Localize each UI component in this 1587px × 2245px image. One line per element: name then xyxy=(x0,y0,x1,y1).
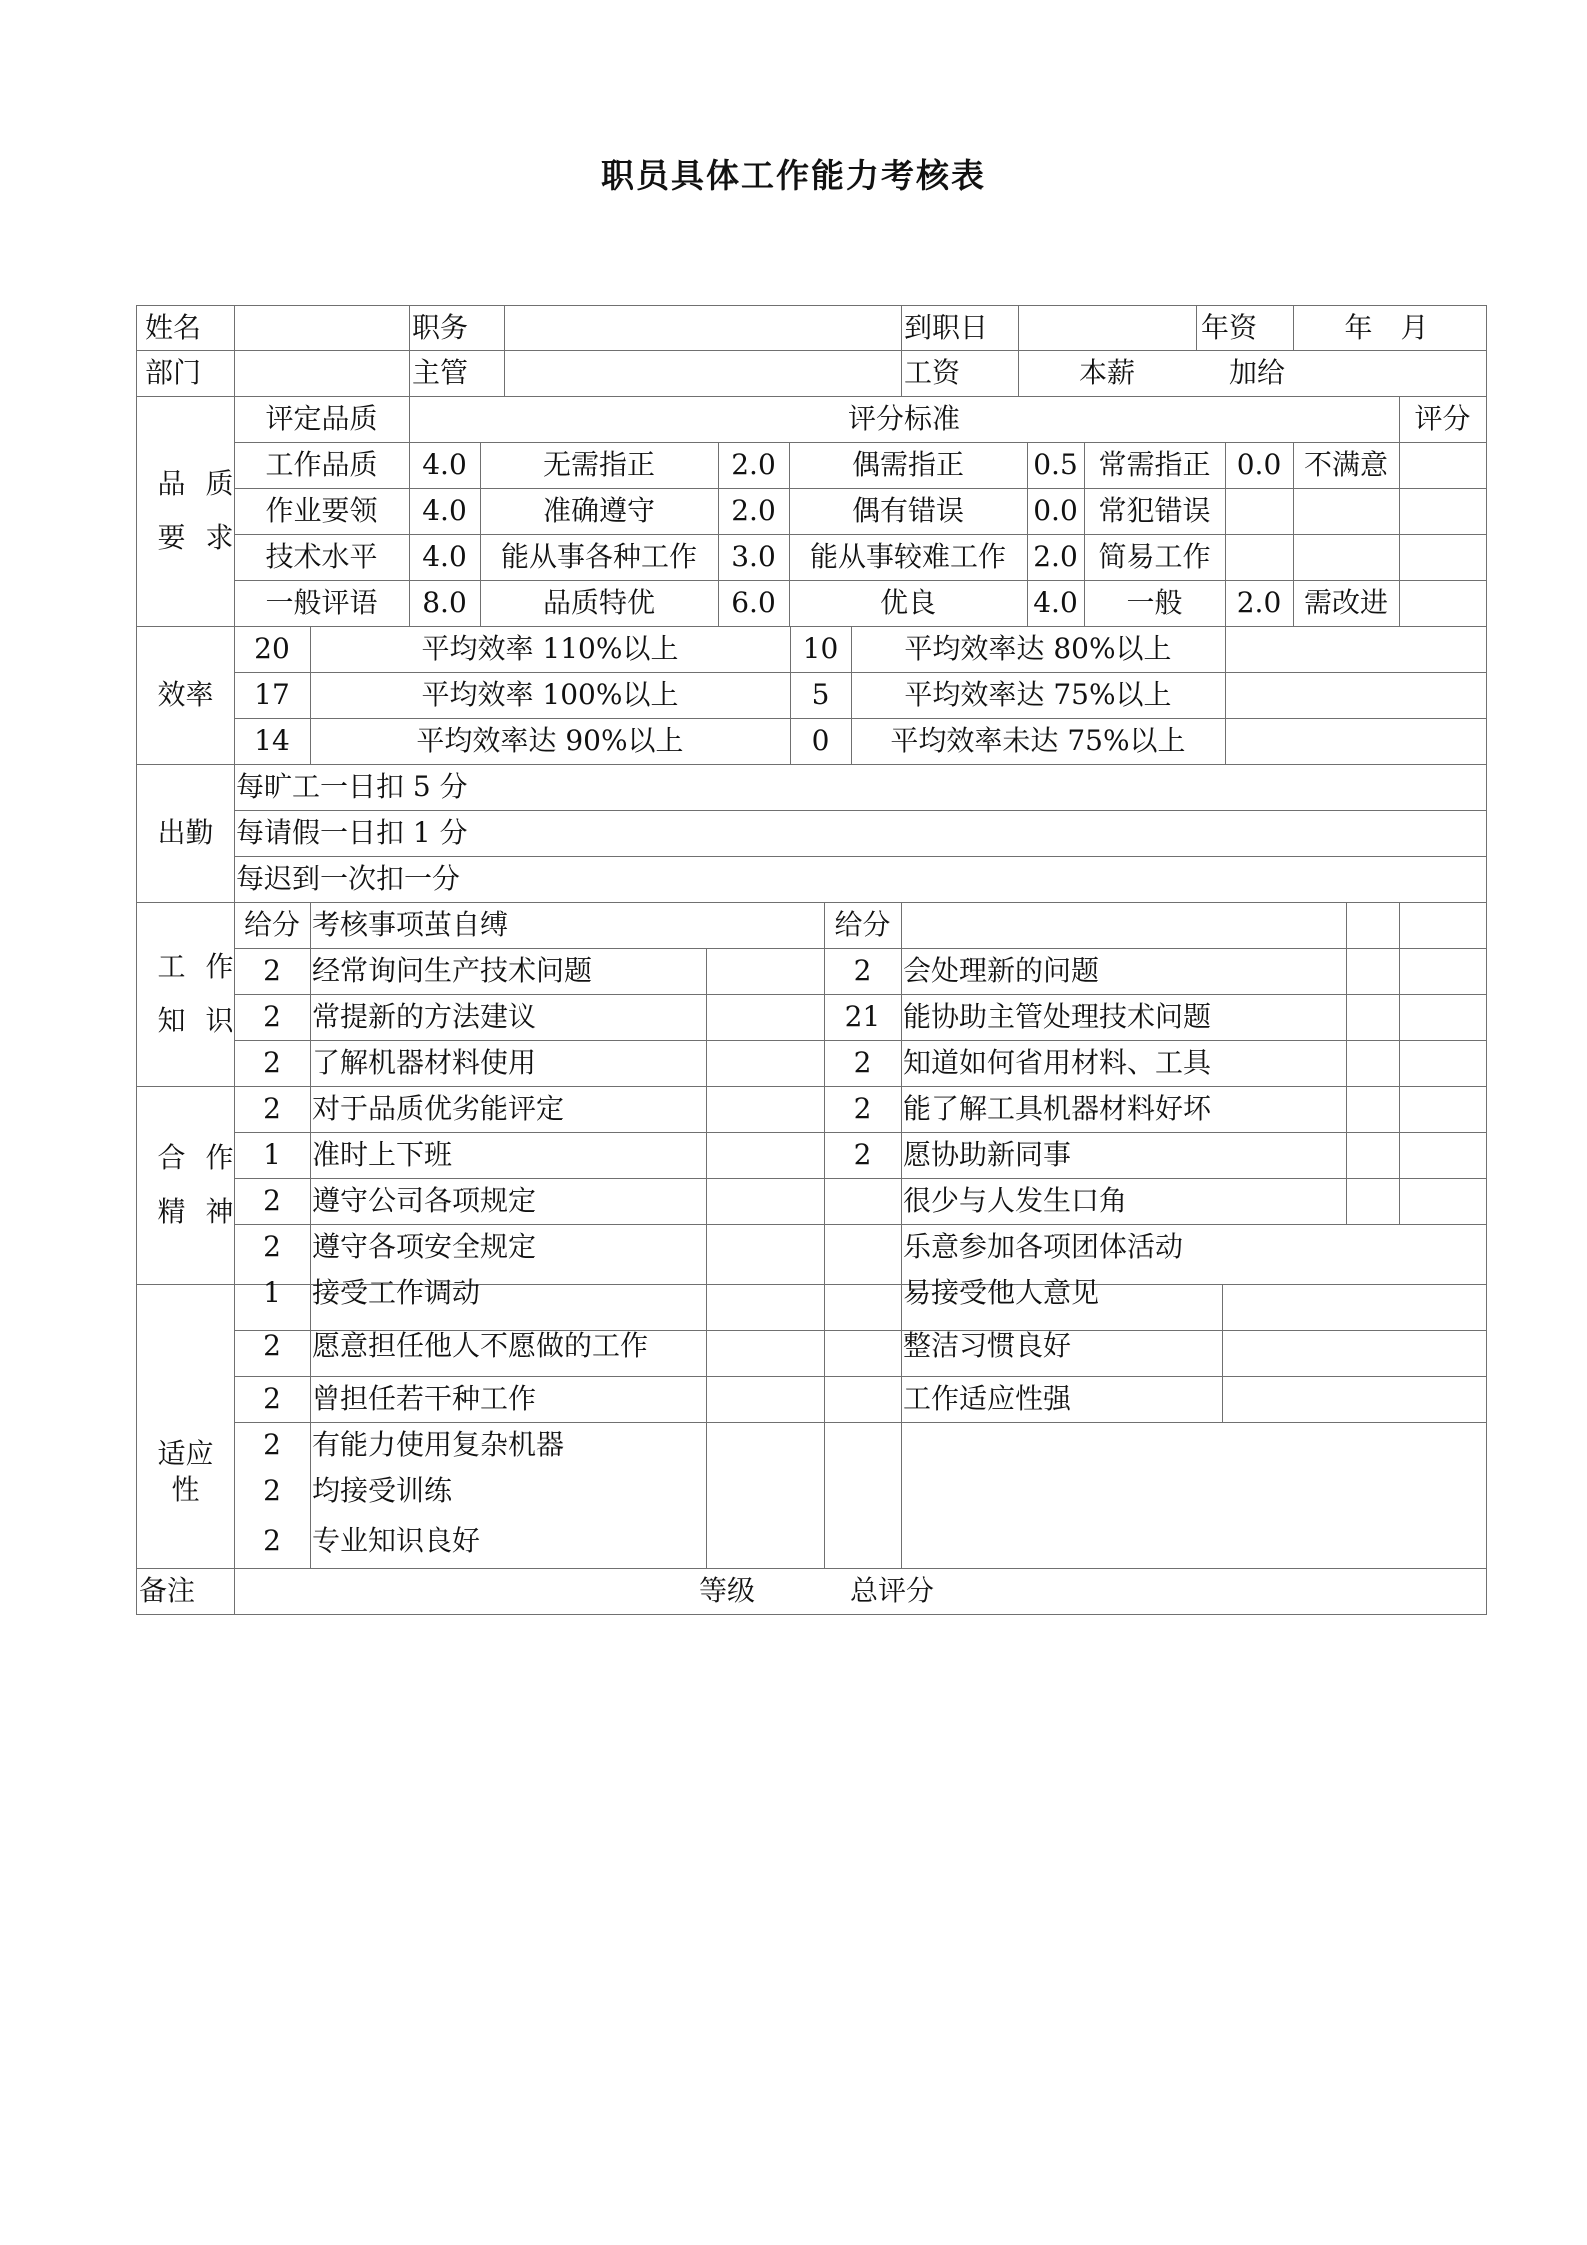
quality-head-item: 评定品质 xyxy=(265,402,378,435)
teamwork-item: 接受工作调动 xyxy=(312,1276,481,1309)
knowledge-item: 能了解工具机器材料好坏 xyxy=(903,1092,1212,1125)
name-label: 姓名 xyxy=(145,311,202,344)
knowledge-head-points: 给分 xyxy=(243,908,300,941)
grade-label: 等级 xyxy=(698,1574,755,1607)
column-divider xyxy=(1399,902,1400,1224)
teamwork-points: 2 xyxy=(263,1230,281,1263)
quality-item: 技术水平 xyxy=(265,540,378,573)
knowledge-item: 对于品质优劣能评定 xyxy=(312,1092,565,1125)
efficiency-desc-1: 平均效率 100%以上 xyxy=(421,678,679,711)
adaptability-points: 2 xyxy=(263,1428,281,1461)
quality-score-1: 4.0 xyxy=(422,540,467,573)
quality-desc-3: 常犯错误 xyxy=(1098,494,1211,527)
efficiency-desc-1: 平均效率 110%以上 xyxy=(421,632,679,665)
column-divider xyxy=(504,306,505,396)
adaptability-points: 2 xyxy=(263,1474,281,1507)
knowledge-item: 知道如何省用材料、工具 xyxy=(903,1046,1212,1079)
quality-item: 工作品质 xyxy=(265,448,378,481)
total-score-label: 总评分 xyxy=(849,1574,934,1607)
section-adaptability: 适应 性 xyxy=(157,1437,214,1506)
quality-desc-1: 品质特优 xyxy=(542,586,655,619)
section-knowledge: 工作 知识 xyxy=(157,950,254,1037)
attendance-rule: 每迟到一次扣一分 xyxy=(236,862,461,895)
quality-score-1: 4.0 xyxy=(422,448,467,481)
column-divider xyxy=(1018,306,1019,396)
knowledge-item: 了解机器材料使用 xyxy=(312,1046,537,1079)
efficiency-score-1: 14 xyxy=(254,724,290,757)
adaptability-item xyxy=(901,1468,1213,1514)
quality-item: 作业要领 xyxy=(265,494,378,527)
quality-desc-3: 一般 xyxy=(1126,586,1183,619)
quality-head-score: 评分 xyxy=(1414,402,1471,435)
seniority-unit: 年 月 xyxy=(1344,311,1429,344)
attendance-rule: 每旷工一日扣 5 分 xyxy=(236,770,468,803)
quality-score-2: 3.0 xyxy=(731,540,776,573)
quality-desc-3: 常需指正 xyxy=(1098,448,1211,481)
quality-score-3: 0.0 xyxy=(1033,494,1078,527)
efficiency-desc-2: 平均效率未达 75%以上 xyxy=(890,724,1186,757)
efficiency-desc-2: 平均效率达 75%以上 xyxy=(904,678,1172,711)
teamwork-points xyxy=(824,1178,901,1224)
dept-label: 部门 xyxy=(145,356,202,389)
quality-score-4: 0.0 xyxy=(1236,448,1282,481)
quality-score-2: 6.0 xyxy=(731,586,776,619)
page-title: 职员具体工作能力考核表 xyxy=(601,156,986,195)
teamwork-points: 2 xyxy=(263,1184,281,1217)
knowledge-item: 常提新的方法建议 xyxy=(312,1000,537,1033)
adaptability-item: 有能力使用复杂机器 xyxy=(312,1428,565,1461)
hire-date-label: 到职日 xyxy=(904,311,989,344)
efficiency-desc-1: 平均效率达 90%以上 xyxy=(416,724,684,757)
knowledge-points: 2 xyxy=(853,954,872,987)
knowledge-item: 能协助主管处理技术问题 xyxy=(903,1000,1212,1033)
knowledge-points: 2 xyxy=(263,954,281,987)
teamwork-item: 愿协助新同事 xyxy=(903,1138,1072,1171)
quality-score-1: 4.0 xyxy=(422,494,467,527)
teamwork-item: 整洁习惯良好 xyxy=(903,1329,1072,1362)
knowledge-points: 2 xyxy=(263,1000,281,1033)
teamwork-item: 易接受他人意见 xyxy=(903,1276,1100,1309)
teamwork-item: 很少与人发生口角 xyxy=(903,1184,1128,1217)
section-quality: 品质 要求 xyxy=(157,467,254,554)
quality-desc-2: 能从事较难工作 xyxy=(809,540,1006,573)
adaptability-item xyxy=(901,1422,1213,1468)
knowledge-points: 2 xyxy=(263,1046,281,1079)
adaptability-item: 专业知识良好 xyxy=(312,1524,481,1557)
salary-label: 工资 xyxy=(904,356,961,389)
quality-desc-1: 无需指正 xyxy=(542,448,655,481)
knowledge-points: 2 xyxy=(853,1092,872,1125)
section-attendance: 出勤 xyxy=(157,816,214,849)
section-teamwork: 合作 精神 xyxy=(157,1141,254,1228)
adaptability-points: 2 xyxy=(263,1382,281,1415)
quality-desc-4: 不满意 xyxy=(1303,448,1388,481)
quality-score-3: 0.5 xyxy=(1033,448,1078,481)
row-divider xyxy=(137,1568,1486,1569)
quality-desc-4 xyxy=(1293,534,1399,580)
efficiency-desc-2: 平均效率达 80%以上 xyxy=(904,632,1172,665)
column-divider xyxy=(706,948,707,1568)
quality-score-4 xyxy=(1225,534,1293,580)
base-pay-label: 本薪 xyxy=(1078,356,1135,389)
adaptability-item: 均接受训练 xyxy=(312,1474,453,1507)
quality-score-3: 4.0 xyxy=(1033,586,1078,619)
adaptability-points: 2 xyxy=(263,1524,281,1557)
efficiency-score-1: 17 xyxy=(254,678,290,711)
quality-desc-1: 能从事各种工作 xyxy=(500,540,697,573)
teamwork-points xyxy=(824,1224,901,1270)
efficiency-score-2: 10 xyxy=(802,632,839,665)
bonus-label: 加给 xyxy=(1228,356,1285,389)
quality-score-2: 2.0 xyxy=(731,448,776,481)
quality-head-standard: 评分标准 xyxy=(847,402,960,435)
quality-item: 一般评语 xyxy=(265,586,378,619)
quality-desc-2: 优良 xyxy=(879,586,936,619)
quality-score-3: 2.0 xyxy=(1033,540,1078,573)
knowledge-item: 会处理新的问题 xyxy=(903,954,1100,987)
teamwork-points: 2 xyxy=(263,1329,281,1362)
teamwork-item: 乐意参加各项团体活动 xyxy=(903,1230,1184,1263)
quality-desc-4 xyxy=(1293,488,1399,534)
teamwork-points xyxy=(824,1316,901,1376)
quality-score-1: 8.0 xyxy=(422,586,467,619)
knowledge-head-points: 给分 xyxy=(834,908,891,941)
column-divider xyxy=(1225,626,1226,764)
teamwork-points: 2 xyxy=(853,1138,872,1171)
knowledge-points: 2 xyxy=(263,1092,281,1125)
adaptability-item xyxy=(901,1514,1213,1568)
knowledge-points: 21 xyxy=(844,1000,881,1033)
quality-score-4 xyxy=(1225,488,1293,534)
seniority-label: 年资 xyxy=(1201,311,1258,344)
efficiency-score-2: 0 xyxy=(811,724,830,757)
teamwork-points: 1 xyxy=(263,1276,281,1309)
section-efficiency: 效率 xyxy=(157,678,214,711)
quality-desc-3: 简易工作 xyxy=(1098,540,1211,573)
teamwork-points xyxy=(824,1270,901,1316)
knowledge-head-item: 考核事项茧自缚 xyxy=(312,908,509,941)
knowledge-points: 2 xyxy=(853,1046,872,1079)
teamwork-item: 遵守公司各项规定 xyxy=(312,1184,537,1217)
adaptability-item: 曾担任若干种工作 xyxy=(312,1382,537,1415)
teamwork-item: 准时上下班 xyxy=(312,1138,453,1171)
column-divider xyxy=(1346,902,1347,1224)
teamwork-points: 1 xyxy=(263,1138,281,1171)
teamwork-item: 愿意担任他人不愿做的工作 xyxy=(312,1329,649,1362)
adaptability-item: 工作适应性强 xyxy=(903,1382,1072,1415)
teamwork-item: 遵守各项安全规定 xyxy=(312,1230,537,1263)
efficiency-score-1: 20 xyxy=(254,632,290,665)
remarks-label: 备注 xyxy=(139,1574,196,1607)
quality-desc-2: 偶需指正 xyxy=(851,448,964,481)
quality-score-2: 2.0 xyxy=(731,494,776,527)
quality-score-4: 2.0 xyxy=(1236,586,1282,619)
knowledge-item: 经常询问生产技术问题 xyxy=(312,954,593,987)
efficiency-score-2: 5 xyxy=(811,678,830,711)
attendance-rule: 每请假一日扣 1 分 xyxy=(236,816,468,849)
appraisal-form xyxy=(136,305,1487,1615)
quality-desc-4: 需改进 xyxy=(1303,586,1388,619)
quality-desc-2: 偶有错误 xyxy=(851,494,964,527)
position-label: 职务 xyxy=(412,311,469,344)
column-divider xyxy=(1196,306,1197,350)
supervisor-label: 主管 xyxy=(412,356,469,389)
quality-desc-1: 准确遵守 xyxy=(542,494,655,527)
